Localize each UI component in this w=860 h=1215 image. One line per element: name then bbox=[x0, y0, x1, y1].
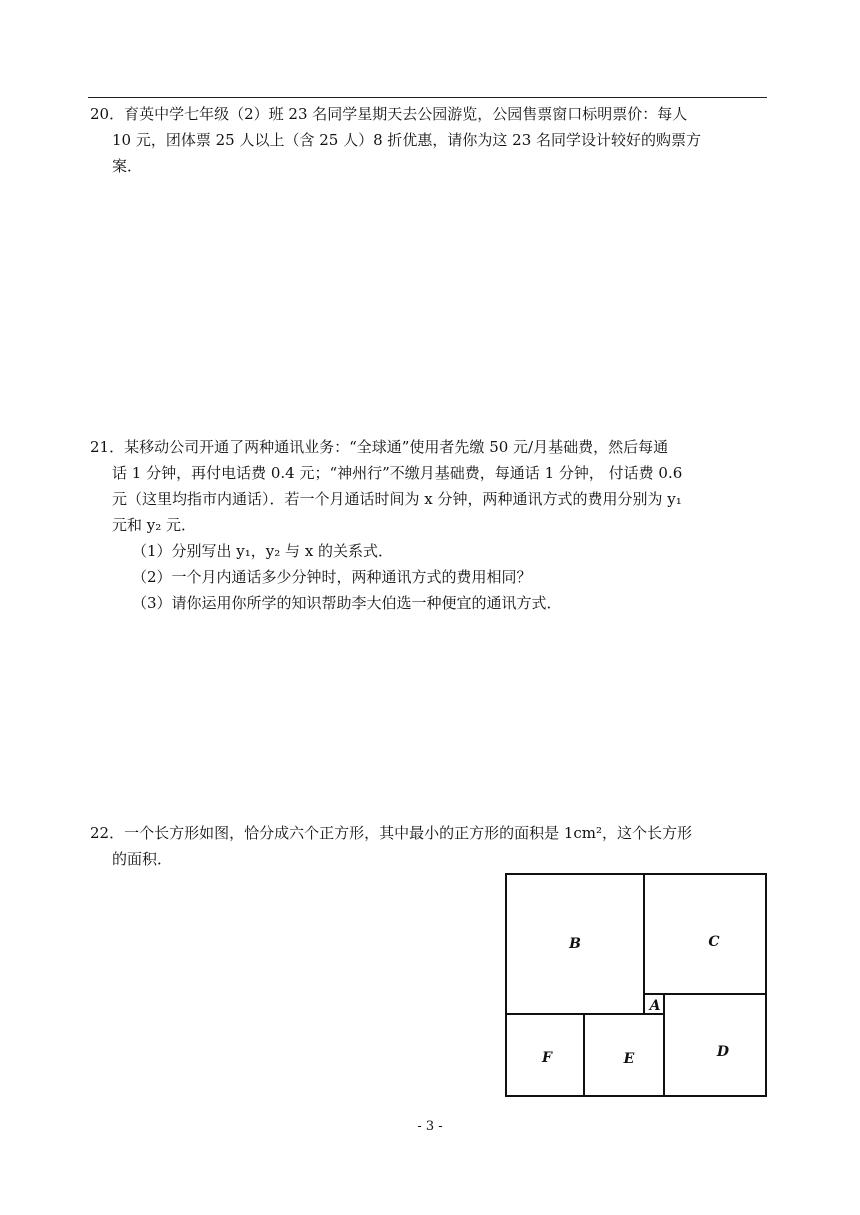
question-22-line: 22．一个长方形如图，恰分成六个正方形，其中最小的正方形的面积是 1cm²，这个长方形 bbox=[90, 824, 693, 842]
header-rule bbox=[88, 97, 767, 98]
question-21-subpart-2: （2）一个月内通话多少分钟时，两种通讯方式的费用相同？ bbox=[132, 568, 532, 586]
label-a: A bbox=[649, 998, 661, 1014]
page-number: - 3 - bbox=[417, 1119, 443, 1134]
square-c bbox=[644, 874, 766, 994]
question-21 bbox=[90, 434, 768, 616]
question-20-line: 案． bbox=[112, 157, 143, 175]
label-f: F bbox=[542, 1050, 552, 1066]
question-21-line: 话 1 分钟，再付电话费 0.4 元；“神州行”不缴月基础费，每通话 1 分钟， 付话费 0.6 bbox=[112, 464, 683, 482]
question-20-line: 10 元，团体票 25 人以上（含 25 人）8 折优惠，请你为这 23 名同学设计较好的购票方 bbox=[112, 131, 702, 149]
label-b: B bbox=[569, 936, 581, 952]
question-22 bbox=[90, 820, 768, 872]
question-21-line: 元（这里均指市内通话）．若一个月通话时间为 x 分钟，两种通讯方式的费用分别为 y₁ bbox=[112, 490, 682, 508]
question-22-line: 的面积． bbox=[112, 850, 173, 868]
rectangle-figure bbox=[505, 873, 767, 1097]
question-21-line: 21．某移动公司开通了两种通讯业务：“全球通”使用者先缴 50 元/月基础费，然后每通 bbox=[90, 438, 669, 456]
square-d bbox=[664, 994, 766, 1096]
question-20-line: 20．育英中学七年级（2）班 23 名同学星期天去公园游览，公园售票窗口标明票价：每人 bbox=[90, 105, 688, 123]
question-20 bbox=[90, 101, 768, 179]
question-21-subpart-3: （3）请你运用你所学的知识帮助李大伯选一种便宜的通讯方式． bbox=[132, 594, 562, 612]
rectangle-figure-svg bbox=[505, 873, 767, 1097]
question-21-subpart-1: （1）分别写出 y₁，y₂ 与 x 的关系式． bbox=[132, 542, 394, 560]
question-21-line: 元和 y₂ 元． bbox=[112, 516, 197, 534]
label-d: D bbox=[716, 1044, 730, 1060]
label-c: C bbox=[708, 934, 720, 950]
label-e: E bbox=[623, 1051, 635, 1067]
